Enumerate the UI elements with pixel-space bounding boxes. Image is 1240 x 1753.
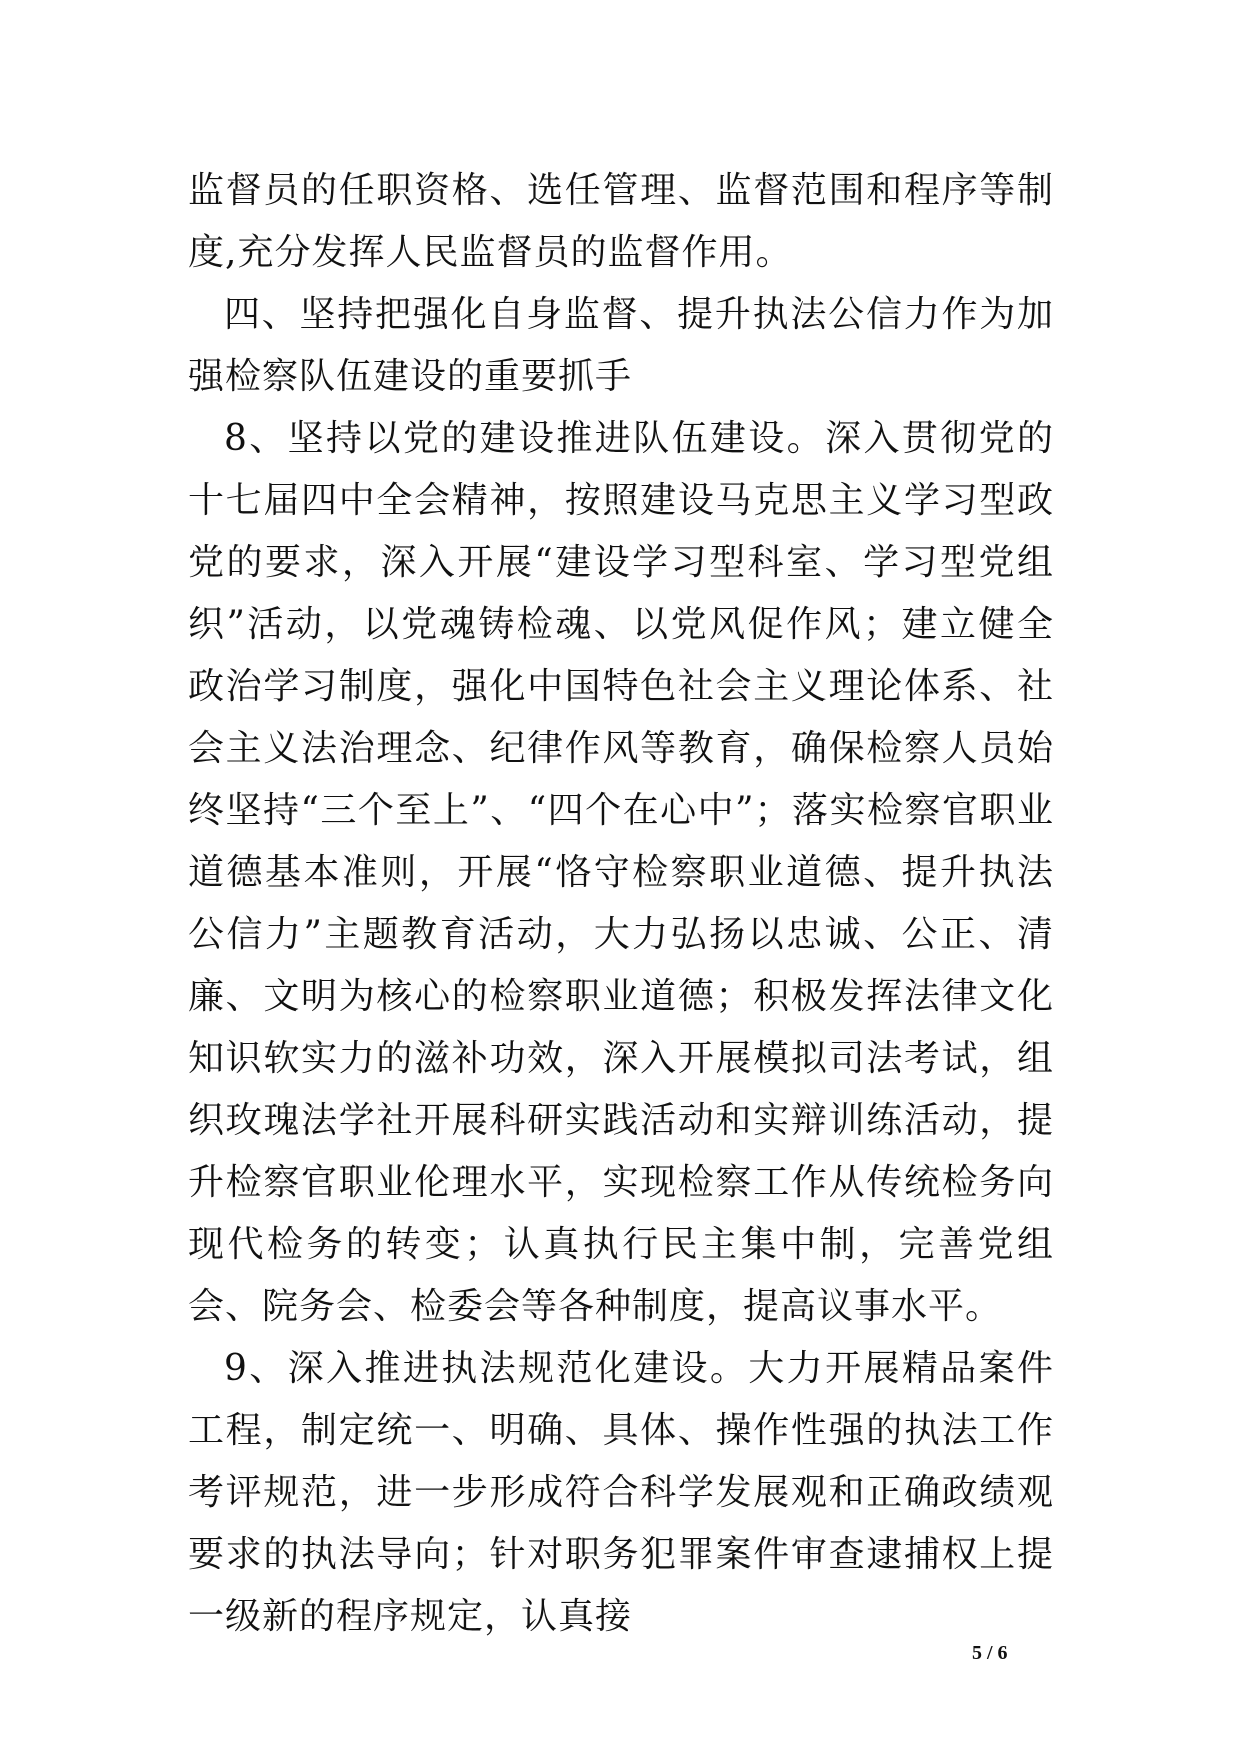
document-body	[188, 160, 1054, 1648]
paragraph-item-9: 9、深入推进执法规范化建设。大力开展精品案件工程，制定统一、明确、具体、操作性强的执法工作考评规范，进一步形成符合科学发展观和正确政绩观要求的执法导向；针对职务犯罪案件审查逮捕权上提一级新的程序规定，认真接	[188, 1348, 1054, 1637]
page-number: 5 / 6	[972, 1642, 1008, 1664]
paragraph-continued: 监督员的任职资格、选任管理、监督范围和程序等制度,充分发挥人民监督员的监督作用。	[188, 170, 1054, 273]
section-heading-4: 四、坚持把强化自身监督、提升执法公信力作为加强检察队伍建设的重要抓手	[188, 294, 1054, 397]
paragraph-item-8: 8、坚持以党的建设推进队伍建设。深入贯彻党的十七届四中全会精神，按照建设马克思主义学习型政党的要求，深入开展“建设学习型科室、学习型党组织”活动，以党魂铸检魂、以党风促作风；建立健全政治学习制度，强化中国特色社会主义理论体系、社会主义法治理念、纪律作风等教育，确保检察人员始终坚持“三个至上”、“四个在心中”；落实检察官职业道德基本准则，开展“恪守检察职业道德、提升执法公信力”主题教育活动，大力弘扬以忠诚、公正、清廉、文明为核心的检察职业道德；积极发挥法律文化知识软实力的滋补功效，深入开展模拟司法考试，组织玫瑰法学社开展科研实践活动和实辩训练活动，提升检察官职业伦理水平，实现检察工作从传统检务向现代检务的转变；认真执行民主集中制，完善党组会、院务会、检委会等各种制度，提高议事水平。	[188, 418, 1054, 1327]
